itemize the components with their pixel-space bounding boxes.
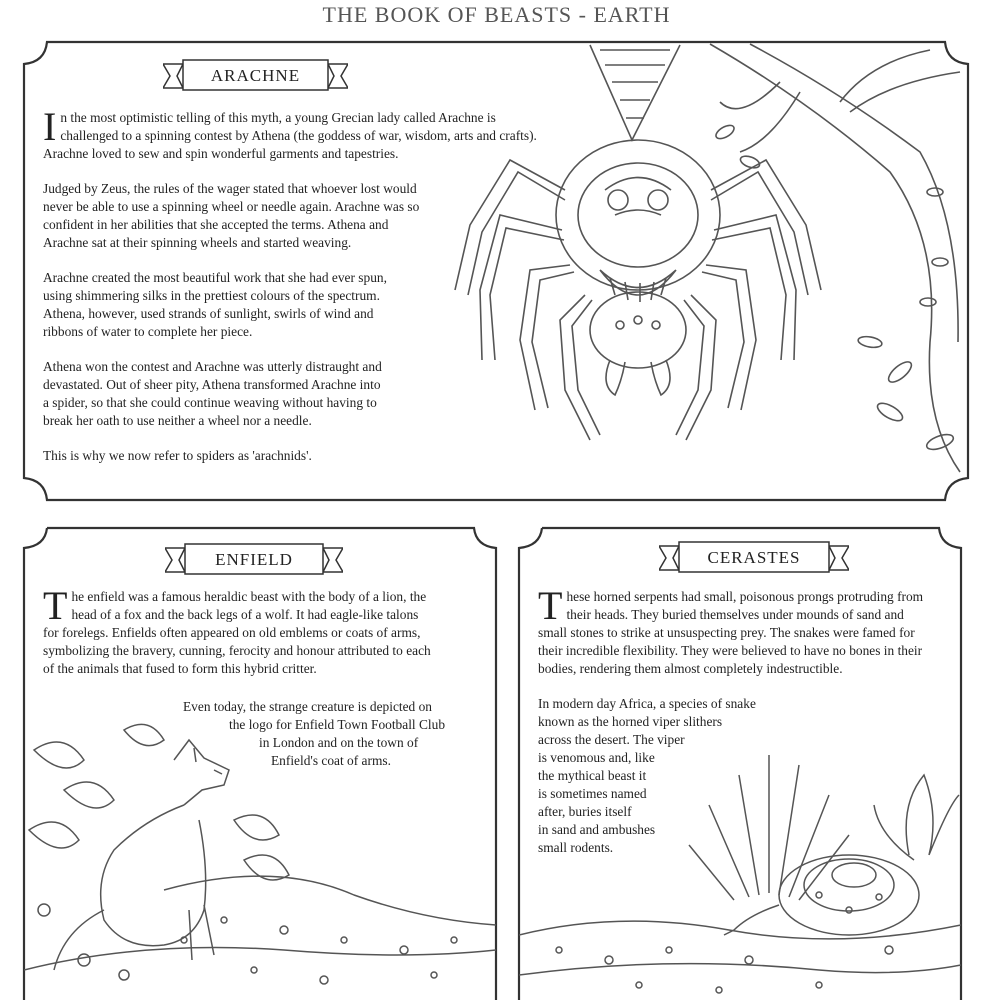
enfield-panel bbox=[0, 520, 500, 1000]
enfield-illustration bbox=[24, 710, 496, 1000]
text-line: This is why we now refer to spiders as 'arachnids'. bbox=[43, 448, 312, 463]
text-line: across the desert. The viper bbox=[538, 732, 685, 747]
enfield-para-1 bbox=[43, 583, 493, 678]
text-line: symbolizing the bravery, cunning, ferocity and honour attributed to each bbox=[43, 643, 431, 658]
text-line: for forelegs. Enfields often appeared on old emblems or coats of arms, bbox=[43, 625, 421, 640]
text-line: of the animals that fused to form this hybrid critter. bbox=[43, 661, 317, 676]
cerastes-panel bbox=[495, 520, 993, 1000]
text-line: In modern day Africa, a species of snake bbox=[538, 696, 756, 711]
enfield-banner bbox=[165, 542, 343, 578]
enfield-dropcap: T bbox=[43, 583, 68, 628]
text-line: a spider, so that she could continue weaving without having to bbox=[43, 395, 377, 410]
text-line: bodies, rendering them almost completely indestructible. bbox=[538, 661, 843, 676]
text-line: break her oath to use neither a wheel nor a needle. bbox=[43, 413, 312, 428]
text-line: Arachne created the most beautiful work that she had ever spun, bbox=[43, 270, 387, 285]
text-line: small stones to strike at unsuspecting prey. The snakes were famed for bbox=[538, 625, 915, 640]
text-line: their heads. They buried themselves under mounds of sand and bbox=[566, 607, 904, 622]
text-line: head of a fox and the back legs of a wolf. It had eagle-like talons bbox=[71, 607, 419, 622]
text-line: in London and on the town of bbox=[259, 735, 419, 750]
text-line: small rodents. bbox=[538, 840, 614, 855]
text-line: Arachne sat at their spinning wheels and started weaving. bbox=[43, 235, 352, 250]
text-line: Enfield's coat of arms. bbox=[271, 753, 391, 768]
text-line: in sand and ambushes bbox=[538, 822, 656, 837]
text-line: their incredible flexibility. They were believed to have no bones in their bbox=[538, 643, 923, 658]
cerastes-banner bbox=[659, 540, 849, 576]
text-line: Judged by Zeus, the rules of the wager stated that whoever lost would bbox=[43, 181, 417, 196]
text-line: ribbons of water to complete her piece. bbox=[43, 324, 253, 339]
text-line: using shimmering silks in the prettiest colours of the spectrum. bbox=[43, 288, 380, 303]
text-line: he enfield was a famous heraldic beast with the body of a lion, the bbox=[71, 589, 427, 604]
text-line: the mythical beast it bbox=[538, 768, 647, 783]
cerastes-para-1 bbox=[538, 583, 958, 678]
text-line: n the most optimistic telling of this myth, a young Grecian lady called Arachne is bbox=[60, 110, 496, 125]
cerastes-title: CERASTES bbox=[707, 548, 801, 567]
cerastes-illustration bbox=[519, 735, 961, 1000]
text-line: is venomous and, like bbox=[538, 750, 655, 765]
text-line: hese horned serpents had small, poisonous prongs protruding from bbox=[566, 589, 924, 604]
text-line: is sometimes named bbox=[538, 786, 647, 801]
text-line: known as the horned viper slithers bbox=[538, 714, 723, 729]
text-line: Athena, however, used strands of sunlight, swirls of wind and bbox=[43, 306, 374, 321]
text-line: Athena won the contest and Arachne was utterly distraught and bbox=[43, 359, 382, 374]
text-line: the logo for Enfield Town Football Club bbox=[229, 717, 446, 732]
enfield-title: ENFIELD bbox=[215, 550, 293, 569]
text-line: confident in her abilities that she accepted the terms. Athena and bbox=[43, 217, 389, 232]
arachne-dropcap: I bbox=[43, 104, 57, 149]
text-line: Arachne loved to sew and spin wonderful garments and tapestries. bbox=[43, 146, 399, 161]
enfield-text bbox=[43, 583, 493, 695]
text-line: never be able to use a spinning wheel or needle again. Arachne was so bbox=[43, 199, 420, 214]
arachne-title: ARACHNE bbox=[210, 66, 301, 85]
tree-illustration bbox=[690, 42, 966, 478]
text-line: challenged to a spinning contest by Athena (the goddess of war, wisdom, arts and crafts). bbox=[60, 128, 537, 143]
text-line: devastated. Out of sheer pity, Athena transformed Arachne into bbox=[43, 377, 381, 392]
arachne-banner bbox=[163, 58, 348, 94]
text-line: after, buries itself bbox=[538, 804, 632, 819]
text-line: Even today, the strange creature is depicted on bbox=[183, 699, 432, 714]
page-title: THE BOOK OF BEASTS - EARTH bbox=[322, 2, 671, 27]
cerastes-dropcap: T bbox=[538, 583, 563, 628]
